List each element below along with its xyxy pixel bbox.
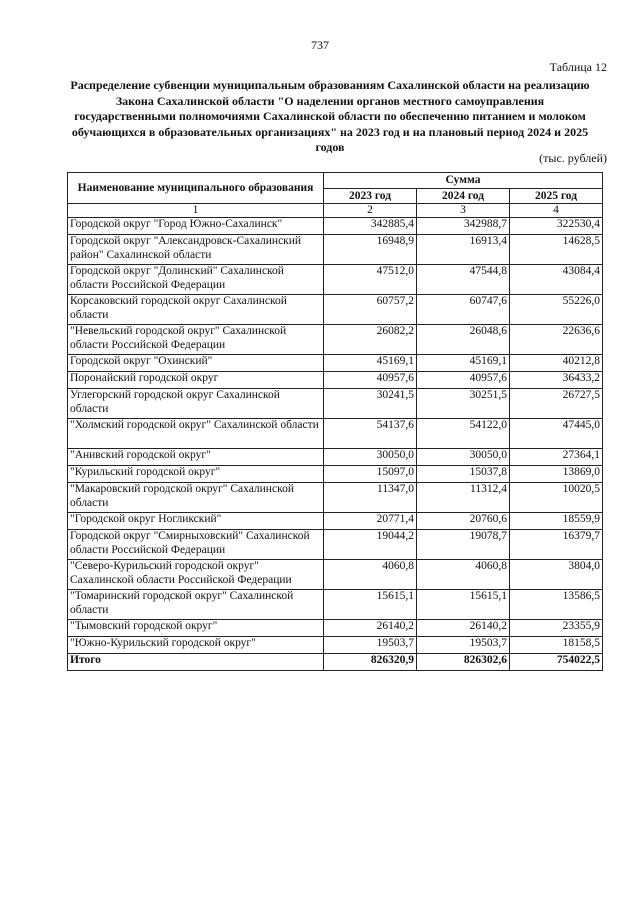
amount-2025: 14628,5: [510, 235, 603, 265]
amount-2023: 342885,4: [324, 218, 417, 235]
amount-2023: 20771,4: [324, 513, 417, 530]
amount-2024: 30251,5: [417, 389, 510, 419]
municipality-name: Городской округ "Смирныховский" Сахалинской области Российской Федерации: [68, 530, 324, 560]
table-row: [68, 265, 603, 295]
table-row: [68, 325, 603, 355]
amount-2024: 26140,2: [417, 620, 510, 637]
table-row: [68, 389, 603, 419]
units-label: (тыс. рублей): [539, 151, 607, 165]
amount-2023: 47512,0: [324, 265, 417, 295]
amount-2023: 26140,2: [324, 620, 417, 637]
municipality-name: "Анивский городской округ": [68, 449, 324, 466]
amount-2024: 54122,0: [417, 419, 510, 449]
amount-2024: 15037,8: [417, 466, 510, 483]
amount-2025: 36433,2: [510, 372, 603, 389]
page-number: 737: [311, 38, 329, 52]
municipality-name: "Макаровский городской округ" Сахалинской области: [68, 483, 324, 513]
amount-2025: 26727,5: [510, 389, 603, 419]
municipality-name: "Южно-Курильский городской округ": [68, 637, 324, 654]
amount-2023: 40957,6: [324, 372, 417, 389]
amount-2023: 16948,9: [324, 235, 417, 265]
amount-2025: 18158,5: [510, 637, 603, 654]
amount-2025: 18559,9: [510, 513, 603, 530]
column-number: 2: [324, 204, 417, 218]
amount-2023: 15615,1: [324, 590, 417, 620]
amount-2023: 19503,7: [324, 637, 417, 654]
table-row: [68, 530, 603, 560]
table-label: Таблица 12: [549, 60, 607, 74]
amount-2025: 3804,0: [510, 560, 603, 590]
amount-2024: 26048,6: [417, 325, 510, 355]
column-number: 1: [68, 204, 324, 218]
amount-2024: 19503,7: [417, 637, 510, 654]
amount-2025: 10020,5: [510, 483, 603, 513]
total-label: Итого: [68, 654, 324, 671]
amount-2024: 30050,0: [417, 449, 510, 466]
amount-2023: 60757,2: [324, 295, 417, 325]
header-year-2023: 2023 год: [324, 188, 417, 204]
table-row: [68, 513, 603, 530]
amount-2025: 43084,4: [510, 265, 603, 295]
header-name: Наименование муниципального образования: [68, 173, 324, 204]
municipality-name: Городской округ "Александровск-Сахалинский район" Сахалинской области: [68, 235, 324, 265]
table-row: [68, 637, 603, 654]
amount-2025: 13586,5: [510, 590, 603, 620]
total-2024: 826302,6: [417, 654, 510, 671]
table-row: [68, 483, 603, 513]
amount-2025: 27364,1: [510, 449, 603, 466]
municipality-name: Поронайский городской округ: [68, 372, 324, 389]
table-row: [68, 466, 603, 483]
amount-2024: 342988,7: [417, 218, 510, 235]
amount-2024: 60747,6: [417, 295, 510, 325]
amount-2024: 20760,6: [417, 513, 510, 530]
table-row: [68, 218, 603, 235]
amount-2025: 22636,6: [510, 325, 603, 355]
municipality-name: Городской округ "Город Южно-Сахалинск": [68, 218, 324, 235]
municipality-name: Корсаковский городской округ Сахалинской области: [68, 295, 324, 325]
municipality-name: "Тымовский городской округ": [68, 620, 324, 637]
header-sum: Сумма: [324, 173, 603, 189]
amount-2024: 4060,8: [417, 560, 510, 590]
municipality-name: "Холмский городской округ" Сахалинской области: [68, 419, 324, 449]
municipality-name: "Северо-Курильский городской округ" Сахалинской области Российской Федерации: [68, 560, 324, 590]
column-number: 4: [510, 204, 603, 218]
amount-2025: 13869,0: [510, 466, 603, 483]
amount-2023: 30050,0: [324, 449, 417, 466]
amount-2023: 19044,2: [324, 530, 417, 560]
amount-2025: 47445,0: [510, 419, 603, 449]
table-row: [68, 235, 603, 265]
table-row: [68, 620, 603, 637]
table-row: [68, 372, 603, 389]
table-row: [68, 590, 603, 620]
table-row: [68, 295, 603, 325]
municipality-name: "Томаринский городской округ" Сахалинской области: [68, 590, 324, 620]
municipality-name: Углегорский городской округ Сахалинской области: [68, 389, 324, 419]
amount-2023: 30241,5: [324, 389, 417, 419]
table-body: [68, 218, 603, 654]
amount-2024: 11312,4: [417, 483, 510, 513]
document-title: Распределение субвенции муниципальным образованиям Сахалинской области на реализацию Закона Сахалинской области "О наделении органов местного самоуправления государственными полномочиями Сахалинской области по обеспечению питанием и молоком обучающихся в образовательных организациях" на 2023 год и на плановый период 2024 и 2025 годов: [70, 78, 590, 154]
column-number: 3: [417, 204, 510, 218]
amount-2024: 47544,8: [417, 265, 510, 295]
municipality-name: "Курильский городской округ": [68, 466, 324, 483]
table-row: [68, 355, 603, 372]
amount-2025: 40212,8: [510, 355, 603, 372]
total-2023: 826320,9: [324, 654, 417, 671]
municipality-name: "Невельский городской округ" Сахалинской области Российской Федерации: [68, 325, 324, 355]
municipality-name: Городской округ "Охинский": [68, 355, 324, 372]
amount-2025: 322530,4: [510, 218, 603, 235]
amount-2024: 16913,4: [417, 235, 510, 265]
municipality-name: "Городской округ Ногликский": [68, 513, 324, 530]
header-year-2024: 2024 год: [417, 188, 510, 204]
table-row: [68, 449, 603, 466]
total-2025: 754022,5: [510, 654, 603, 671]
amount-2024: 40957,6: [417, 372, 510, 389]
amount-2023: 15097,0: [324, 466, 417, 483]
municipality-name: Городской округ "Долинский" Сахалинской области Российской Федерации: [68, 265, 324, 295]
amount-2025: 23355,9: [510, 620, 603, 637]
amount-2024: 19078,7: [417, 530, 510, 560]
subvention-table: [67, 172, 603, 671]
amount-2024: 45169,1: [417, 355, 510, 372]
amount-2023: 26082,2: [324, 325, 417, 355]
amount-2023: 54137,6: [324, 419, 417, 449]
amount-2023: 11347,0: [324, 483, 417, 513]
amount-2023: 45169,1: [324, 355, 417, 372]
table-row: [68, 560, 603, 590]
amount-2025: 16379,7: [510, 530, 603, 560]
total-row: [68, 654, 603, 671]
amount-2023: 4060,8: [324, 560, 417, 590]
table-row: [68, 419, 603, 449]
amount-2024: 15615,1: [417, 590, 510, 620]
amount-2025: 55226,0: [510, 295, 603, 325]
header-year-2025: 2025 год: [510, 188, 603, 204]
